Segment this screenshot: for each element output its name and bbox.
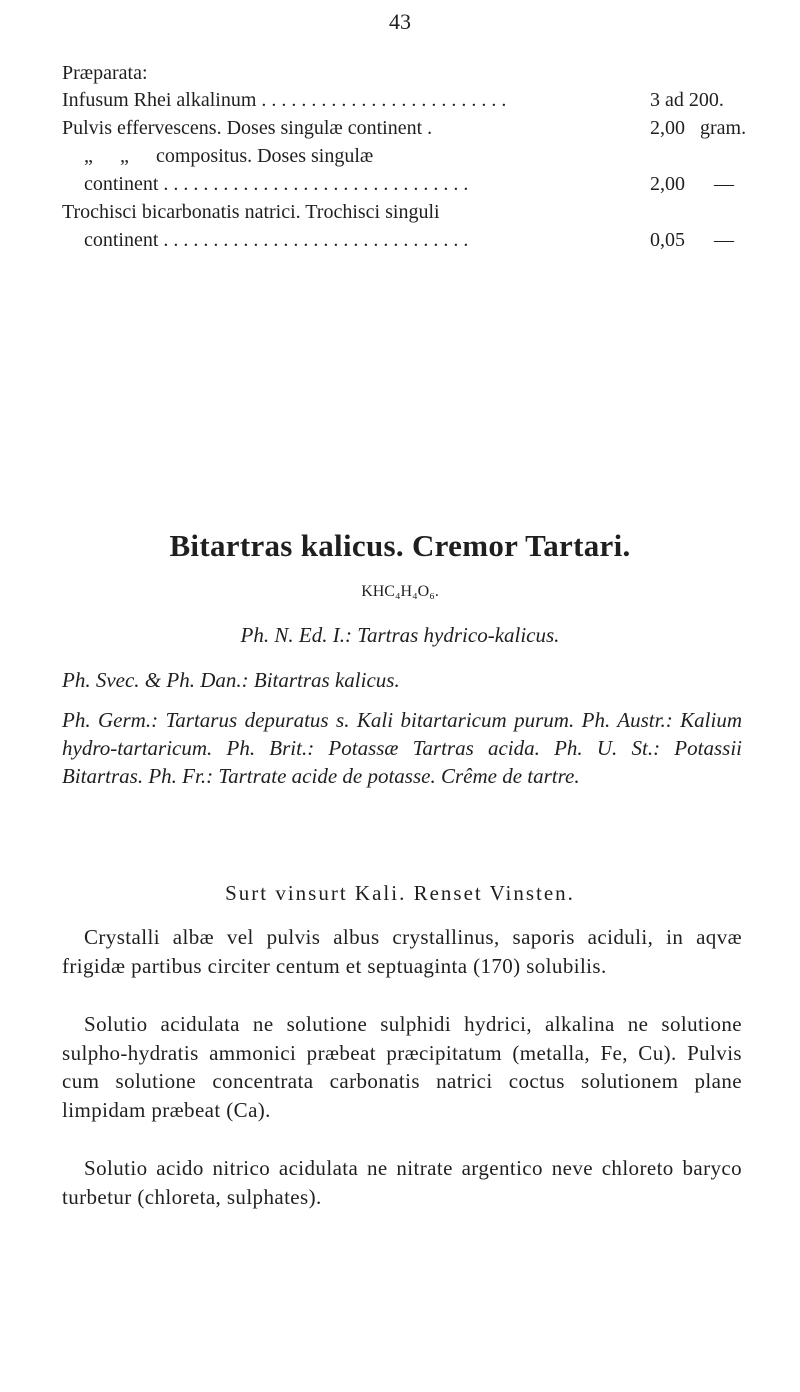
preparata-item [62,229,742,257]
preparata-item [62,117,747,145]
preparata-item-text: Trochisci bicarbonatis natrici. Trochisci singuli [62,201,440,223]
preparata-item [62,201,742,229]
preparata-item [62,173,742,201]
preparata-item-text: Infusum Rhei alkalinum . . . . . . . . . . . . . . . . . . . . . . . . . [62,89,507,111]
preparata-item [62,145,742,173]
pharmacopoeia-name: Ph. N. Ed. I.: Tartras hydrico-kalicus. [240,623,560,647]
preparata-item-amount: 2,00 [650,117,685,139]
preparata-item-text: Pulvis effervescens. Doses singulæ continent . [62,117,433,139]
preparata-item-unit: — [714,229,734,251]
vernacular-names: Surt vinsurt Kali. Renset Vinsten. [225,881,575,905]
preparata-item-amount: 0,05 [650,229,685,251]
preparata-item-amount: 3 ad 200. [650,89,724,111]
preparata-item-text: continent . . . . . . . . . . . . . . . . . . . . . . . . . . . . . . . [84,229,469,251]
preparata-item-amount: 2,00 [650,173,685,195]
preparata-heading: Præparata: [62,62,148,84]
test-paragraph: Solutio acidulata ne solutione sulphidi hydrici, alkalina ne solutione sulpho-hydratis ammonici præbeat præcipitatum (metalla, Fe, Cu). Pulvis cum solutione concentrata carbonatis natrici coctus solutionem plane limpidam præbeat (Ca). [62,1012,742,1123]
preparata-item-lead: compositus. Doses singulæ [156,145,374,167]
preparata-item-text [62,145,646,168]
description-paragraph: Crystalli albæ vel pulvis albus crystallinus, saporis aciduli, in aqvæ frigidæ partibus circiter centum et septuaginta (170) solubilis. [62,925,742,978]
preparata-item-unit: — [714,173,734,195]
ditto-mark: „ [84,145,93,167]
ditto-mark: „ [120,145,129,167]
preparata-item-unit: gram. [700,117,747,139]
section-title: Bitartras kalicus. Cremor Tartari. [169,528,631,563]
preparata-item-text: continent . . . . . . . . . . . . . . . . . . . . . . . . . . . . . . . [84,173,469,195]
synonyms-foreign: Ph. Germ.: Tartarus depuratus s. Kali bitartaricum purum. Ph. Austr.: Kalium hydro-tartaricum. Ph. Brit.: Potassæ Tartras acida. Ph. U. St.: Potassii Bitartras. Ph. Fr.: Tartrate acide de potasse. Crême de tartre. [62,708,742,789]
chemical-formula: KHC₄H₄O₆. [361,583,439,600]
synonyms-scandinavian: Ph. Svec. & Ph. Dan.: Bitartras kalicus. [62,668,400,692]
preparata-item [62,89,742,117]
page-number: 43 [389,9,411,34]
test-paragraph: Solutio acido nitrico acidulata ne nitrate argentico neve chloreto baryco turbetur (chloreta, sulphates). [62,1156,742,1209]
